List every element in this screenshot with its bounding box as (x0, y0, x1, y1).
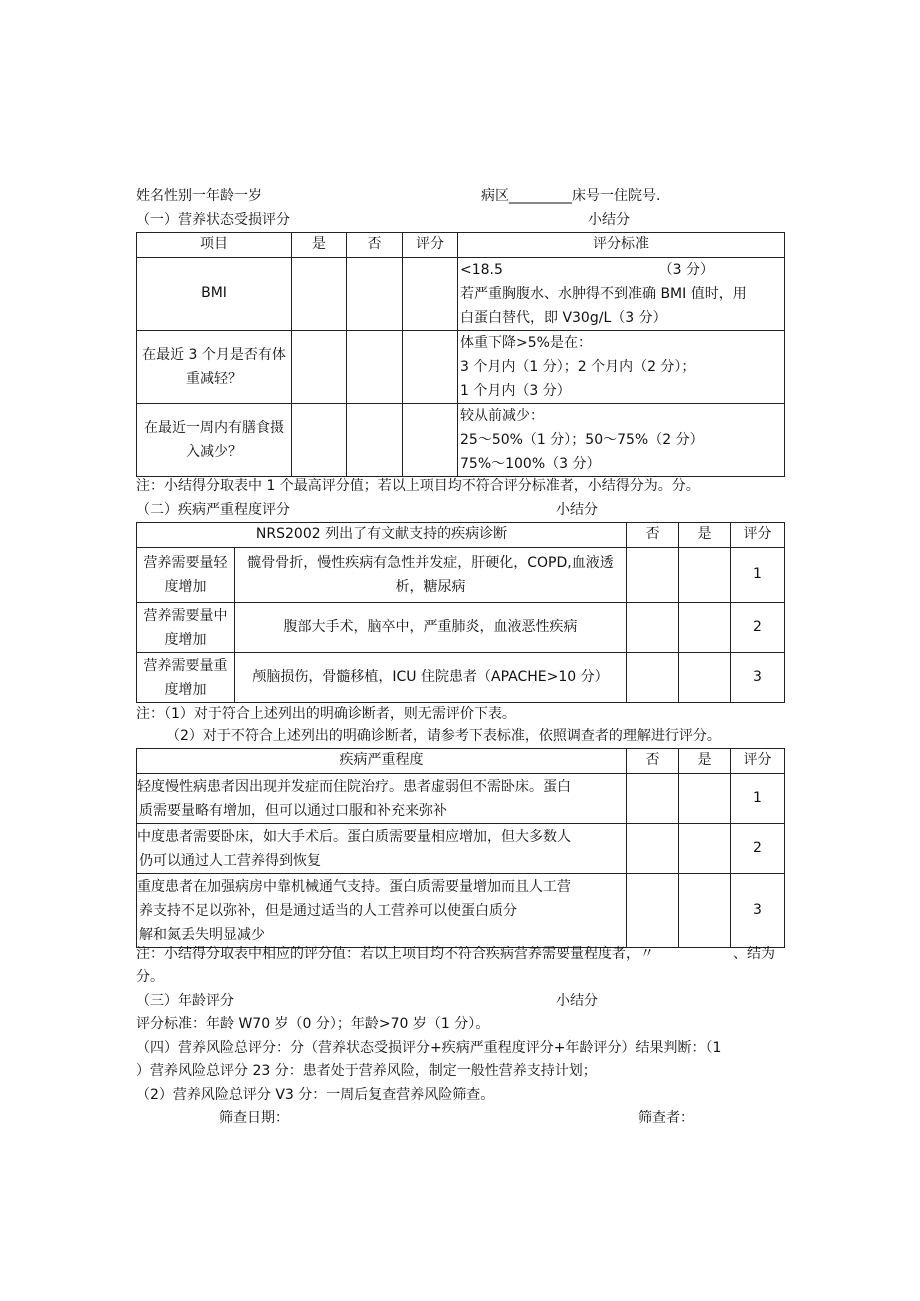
section1-note: 注：小结得分取表中 1 个最高评分值；若以上项目均不符合评分标准者，小结得分为。分。 (136, 478, 700, 494)
row-item-intake: 在最近一周内有膳食摄入减少？ (137, 404, 292, 477)
section2-note2: （2）对于不符合上述列出的明确诊断者，请参考下表标准，依照调查者的理解进行评分。 (166, 728, 721, 744)
section2-subtotal: 小结分 (556, 502, 598, 518)
score-cell[interactable] (403, 258, 458, 331)
section1-subtotal: 小结分 (588, 212, 630, 228)
severity-description: 轻度慢性病患者因出现并发症而住院治疗。患者虚弱但不需卧床。蛋白 质需要量略有增加，但可以通过口服和补充来弥补 (137, 774, 627, 824)
col-header-score: 评分 (731, 749, 785, 774)
no-cell[interactable] (627, 824, 679, 874)
col-header-no: 否 (627, 523, 679, 548)
no-cell[interactable] (347, 404, 403, 477)
severity-description: 重度患者在加强病房中靠机械通气支持。蛋白质需要量增加而且人工营 养支持不足以弥补，但是通过适当的人工营养可以使蛋白质分 解和氮丢失明显减少 (137, 874, 627, 948)
table-header-row (137, 233, 785, 258)
yes-cell[interactable] (292, 331, 347, 404)
score-value: 3 (731, 653, 785, 703)
table-header-row (137, 749, 785, 774)
no-cell[interactable] (627, 874, 679, 948)
diagnosis-cell: 腹部大手术，脑卒中，严重肺炎，血液恶性疾病 (235, 603, 627, 653)
screener-label: 筛查者： (638, 1110, 694, 1126)
yes-cell[interactable] (679, 774, 731, 824)
col-header-no: 否 (627, 749, 679, 774)
row-item-weight-loss: 在最近 3 个月是否有体重减轻？ (137, 331, 292, 404)
no-cell[interactable] (347, 331, 403, 404)
need-level-moderate: 营养需要量中度增加 (137, 603, 235, 653)
nutrition-status-table (136, 232, 785, 477)
section2-note3-tail: 分。 (136, 969, 164, 985)
score-value: 2 (731, 824, 785, 874)
criteria-cell: 较从前减少： 25～50%（1 分）；50～75%（2 分） 75%～100%（3 分） (458, 404, 785, 477)
diagnosis-cell: 颅脑损伤，骨髓移植，ICU 住院患者（APACHE>10 分） (235, 653, 627, 703)
yes-cell[interactable] (679, 548, 731, 603)
col-header-yes: 是 (292, 233, 347, 258)
col-header-no: 否 (347, 233, 403, 258)
col-header-yes: 是 (679, 523, 731, 548)
total-score-line2: ）营养风险总评分 23 分：患者处于营养风险，制定一般性营养支持计划； (136, 1063, 597, 1079)
no-cell[interactable] (627, 653, 679, 703)
yes-cell[interactable] (679, 824, 731, 874)
score-value: 2 (731, 603, 785, 653)
section2-note3: 注：小结得分取表中相应的评分值：若以上项目均不符合疾病营养需要量程度者，〃 (136, 946, 654, 962)
table-row (137, 653, 785, 703)
score-value: 3 (731, 874, 785, 948)
severity-description: 中度患者需要卧床，如大手术后。蛋白质需要量相应增加，但大多数人 仍可以通过人工营养得到恢复 (137, 824, 627, 874)
table-header-row (137, 523, 785, 548)
yes-cell[interactable] (292, 258, 347, 331)
table-row (137, 774, 785, 824)
yes-cell[interactable] (679, 653, 731, 703)
col-header-score: 评分 (403, 233, 458, 258)
screening-date-label: 筛查日期： (219, 1110, 289, 1126)
total-score-line1: （四）营养风险总评分：分（营养状态受损评分+疾病严重程度评分+年龄评分）结果判断：（1 (136, 1040, 722, 1056)
no-cell[interactable] (627, 548, 679, 603)
patient-info-right: 病区_________床号一住院号. (481, 188, 661, 204)
table-row (137, 603, 785, 653)
need-level-severe: 营养需要量重度增加 (137, 653, 235, 703)
section3-title: （三）年龄评分 (136, 993, 234, 1009)
table-row (137, 548, 785, 603)
col-header-severity: 疾病严重程度 (137, 749, 627, 774)
row-item-bmi: BMI (137, 258, 292, 331)
score-cell[interactable] (403, 404, 458, 477)
col-header-criteria: 评分标准 (458, 233, 785, 258)
col-header-diagnosis: NRS2002 列出了有文献支持的疾病诊断 (137, 523, 627, 548)
col-header-item: 项目 (137, 233, 292, 258)
patient-info-left: 姓名性别一年龄一岁 (136, 188, 262, 204)
criteria-cell: <18.5 （3 分） 若严重胸腹水、水肿得不到准确 BMI 值时，用 白蛋白替代，即 V30g∕L（3 分） (458, 258, 785, 331)
score-cell[interactable] (403, 331, 458, 404)
criteria-cell: 体重下降>5%是在： 3 个月内（1 分）；2 个月内（2 分）； 1 个月内（3 分） (458, 331, 785, 404)
need-level-mild: 营养需要量轻度增加 (137, 548, 235, 603)
no-cell[interactable] (347, 258, 403, 331)
section3-subtotal: 小结分 (556, 993, 598, 1009)
section1-title: （一）营养状态受损评分 (136, 212, 290, 228)
table-row (137, 258, 785, 331)
yes-cell[interactable] (679, 603, 731, 653)
col-header-yes: 是 (679, 749, 731, 774)
section2-note1: 注：（1）对于符合上述列出的明确诊断者，则无需评价下表。 (136, 706, 516, 722)
table-row (137, 824, 785, 874)
section2-note3-end: 、结为 (733, 946, 775, 962)
disease-diagnosis-table (136, 522, 785, 703)
score-value: 1 (731, 774, 785, 824)
score-value: 1 (731, 548, 785, 603)
table-row (137, 331, 785, 404)
no-cell[interactable] (627, 603, 679, 653)
col-header-score: 评分 (731, 523, 785, 548)
age-criteria: 评分标准：年龄 W70 岁（0 分）；年龄>70 岁（1 分）。 (136, 1016, 490, 1032)
total-score-line3: （2）营养风险总评分 V3 分：一周后复查营养风险筛查。 (136, 1087, 495, 1103)
diagnosis-cell: 髋骨骨折，慢性疾病有急性并发症，肝硬化，COPD,血液透析，糖尿病 (235, 548, 627, 603)
disease-severity-table (136, 748, 785, 948)
table-row (137, 874, 785, 948)
yes-cell[interactable] (679, 874, 731, 948)
table-row (137, 404, 785, 477)
section2-title: （二）疾病严重程度评分 (136, 502, 290, 518)
yes-cell[interactable] (292, 404, 347, 477)
no-cell[interactable] (627, 774, 679, 824)
